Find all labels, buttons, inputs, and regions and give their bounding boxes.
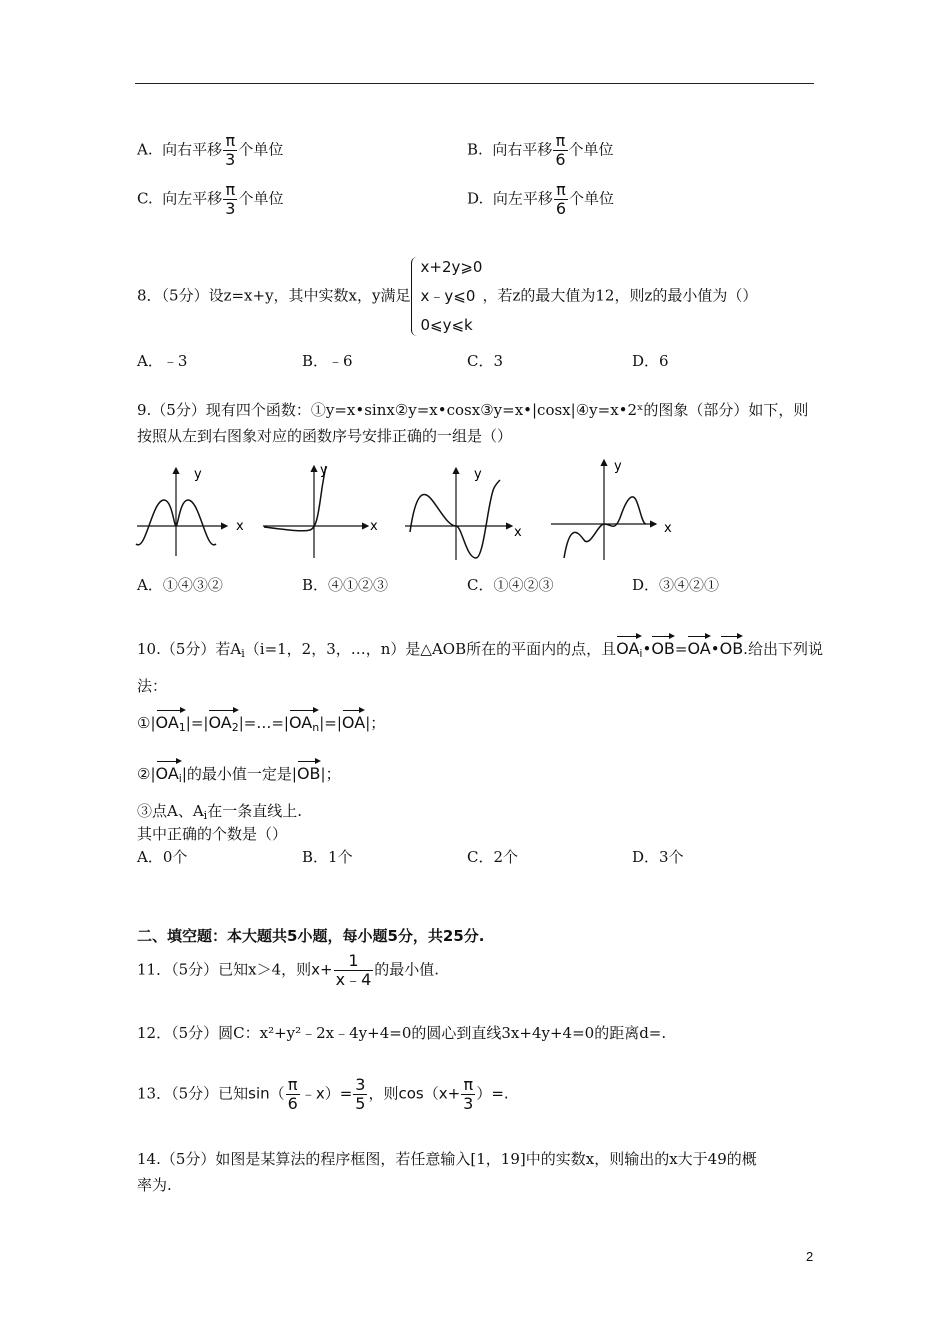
svg-text:y: y (320, 463, 328, 478)
vector-ob: OB (720, 634, 744, 658)
q12-stem: 12．（5分）圆C：x²+y²﹣2x﹣4y+4=0的圆心到直线3x+4y+4=0的距离d=. (137, 1024, 667, 1042)
fraction: $\frac{\pi}{3}$ (225, 180, 236, 218)
q7-option-d[interactable]: D. 向左平移 $\frac{\pi}{6}$ 个单位 (467, 180, 615, 218)
fraction: $\frac{\pi}{3}$ (225, 131, 236, 169)
fraction: $\frac{\pi}{6}$ (555, 131, 566, 169)
q9-graph-4 (548, 452, 676, 562)
q9-option-a[interactable]: A．①④③② (137, 576, 223, 594)
q11-stem: 11．（5分）已知x＞4，则x+ $\frac{1}{x﹣4}$ 的最小值. (137, 951, 440, 989)
q9-stem-line1: 9.（5分）现有四个函数：①y=x•sinx②y=x•cosx③y=x•|cosx|④y=x•2ˣ的图象（部分）如下，则 (137, 401, 809, 419)
q10-statement-2: $②|OA_i|$的最小值一定是|OB|； (137, 759, 341, 788)
q7-option-c[interactable]: C. 向左平移 $\frac{\pi}{3}$ 个单位 (137, 180, 284, 218)
q9-graph-1 (132, 460, 250, 560)
q9-graph-3 (402, 460, 530, 564)
svg-text:y: y (474, 467, 482, 482)
q10-stem-line1: 10.（5分）若$A_i(i=1$，2，3，…，n）是△AOB所在的平面内的点，且$OA_i•OB=OA•OB$.给出下列说 (137, 634, 823, 665)
svg-text:y: y (194, 467, 202, 482)
q9-option-c[interactable]: C．①④②③ (467, 576, 554, 594)
q7-option-a[interactable]: A. 向右平移 $\frac{\pi}{3}$ 个单位 (137, 131, 284, 169)
page-number: 2 (806, 1249, 814, 1264)
q13-stem: 13．（5分）已知sin（ $\frac{\pi}{6}$ ﹣x）= $\frac{3}{5}$ ，则cos（x+ $\frac{\pi}{3}$ ）=. (137, 1075, 509, 1113)
svg-text:y: y (614, 459, 622, 474)
q9-stem-line2: 按照从左到右图象对应的函数序号安排正确的一组是（） (137, 427, 513, 445)
vector-oa: OA (687, 634, 710, 658)
q10-statement-3: ③点A、$A_i$在一条直线上. (137, 802, 302, 822)
svg-text:x: x (514, 525, 522, 540)
q8-option-b[interactable]: B．﹣6 (302, 352, 353, 370)
q8-option-d[interactable]: D．6 (632, 352, 669, 370)
svg-text:x: x (664, 521, 672, 536)
q10-option-b[interactable]: B．1个 (302, 848, 353, 866)
q10-option-c[interactable]: C．2个 (467, 848, 519, 866)
q9-option-b[interactable]: B．④①②③ (302, 576, 389, 594)
section-heading: 二、填空题：本大题共5小题，每小题5分，共25分. (137, 927, 485, 945)
q14-stem-line2: 率为. (137, 1176, 172, 1194)
q8-option-a[interactable]: A．﹣3 (137, 352, 188, 370)
q10-option-d[interactable]: D．3个 (632, 848, 684, 866)
header-rule (135, 83, 814, 84)
q10-ask: 其中正确的个数是（） (137, 825, 288, 843)
inequality-system: x+2y⩾0 x﹣y⩽0 0⩽y⩽k (411, 253, 483, 340)
q8-option-c[interactable]: C．3 (467, 352, 504, 370)
fraction: $\frac{\pi}{6}$ (555, 180, 567, 218)
vector-ob: OB (651, 634, 675, 658)
q14-stem-line1: 14.（5分）如图是某算法的程序框图，若任意输入[1，19]中的实数x，则输出的x大于49的概 (137, 1150, 757, 1168)
q10-statement-1: $①|OA_1|=|OA_2|=\dots=|OA_n|=|OA|$； (137, 708, 385, 737)
q9-graph-2 (258, 458, 382, 562)
q10-option-a[interactable]: A．0个 (137, 848, 188, 866)
q7-option-b[interactable]: B. 向右平移 $\frac{\pi}{6}$ 个单位 (467, 131, 614, 169)
fraction: $\frac{1}{x﹣4}$ (335, 951, 372, 989)
vector-oai: $OA_i$ (616, 634, 642, 663)
svg-text:x: x (370, 519, 378, 534)
svg-text:x: x (236, 519, 244, 534)
q10-stem-line2: 法： (137, 677, 168, 695)
q9-option-d[interactable]: D．③④②① (632, 576, 720, 594)
q8-stem: 8．（5分）设z=x+y，其中实数x，y满足 x+2y⩾0 x﹣y⩽0 0⩽y⩽k ，若z的最大值为12，则z的最小值为（） (137, 253, 757, 340)
